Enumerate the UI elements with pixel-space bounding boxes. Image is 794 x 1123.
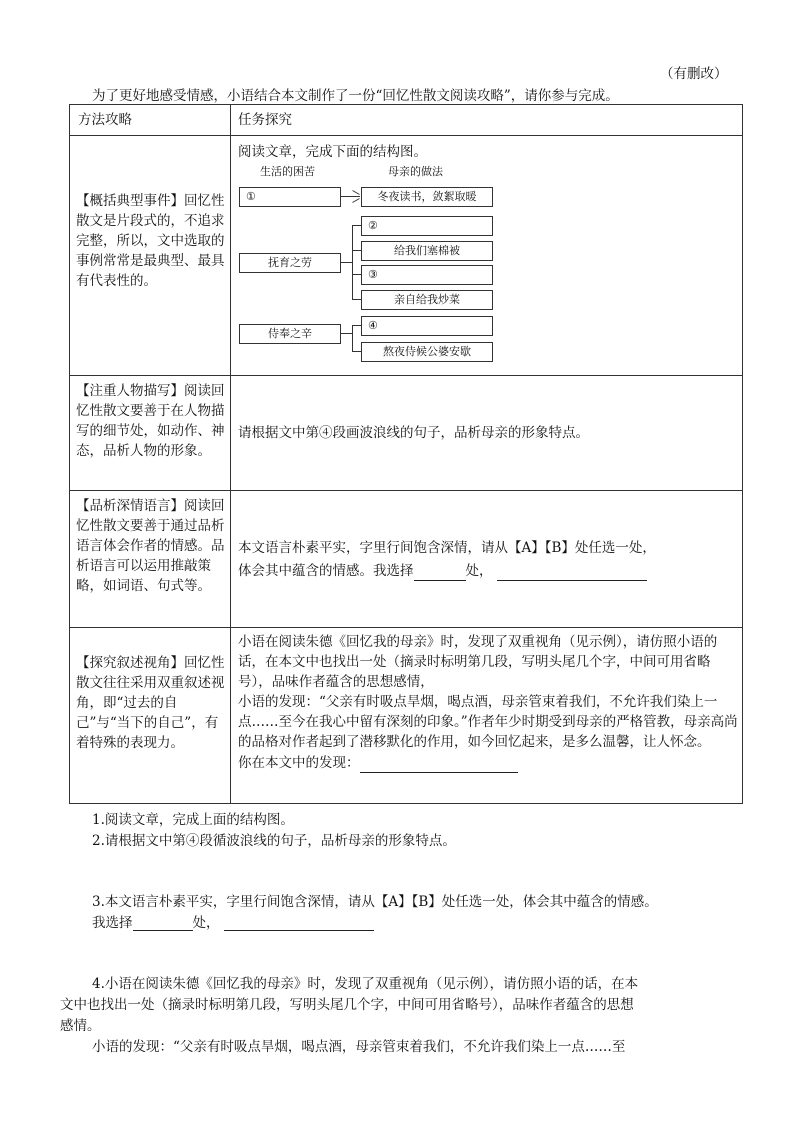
q3-blank-emotion[interactable]	[224, 914, 374, 931]
header-method: 方法攻略	[78, 112, 132, 128]
row-divider	[70, 375, 742, 376]
diagram-header-hardship: 生活的困苦	[260, 165, 315, 178]
method-emotional-language: 【品析深情语言】阅读回忆性散文要善于通过品析语言体会作者的情感。品析语言可以运用推敲策略，如词语、句式等。	[76, 498, 225, 594]
column-divider	[230, 105, 231, 803]
q3-blank-choice[interactable]	[133, 914, 193, 931]
diagram-blank-4[interactable]: ④	[361, 316, 493, 336]
answer-blank-emotion[interactable]	[497, 560, 647, 581]
intro-text: 为了更好地感受情感，小语结合本文制作了一份“回忆性散文阅读攻略”，请你参与完成。	[92, 88, 619, 104]
diagram-label-caregiving: 侍奉之辛	[239, 324, 341, 344]
diagram-header-mother-actions: 母亲的做法	[388, 165, 443, 178]
question-3-line2: 我选择 处，	[92, 911, 374, 931]
method-typical-events: 【概括典型事件】回忆性散文是片段式的，不追求完整，所以，文中选取的事例常常是最典型、最具有代表性的。	[76, 193, 225, 289]
diagram-blank-2[interactable]: ②	[361, 216, 493, 236]
row-divider	[70, 135, 742, 136]
diagram-label-nurture: 抚育之劳	[239, 253, 341, 273]
reading-strategy-table	[69, 104, 743, 804]
row-divider	[70, 627, 742, 628]
question-2: 2.请根据文中第④段循波浪线的句子，品析母亲的形象特点。	[92, 833, 456, 849]
answer-blank-choice[interactable]	[414, 560, 466, 581]
task-language-line1: 本文语言朴素平实，字里行间饱含深情，请从【A】【B】处任选一处，	[238, 540, 656, 556]
header-task: 任务探究	[238, 112, 292, 128]
task-mother-image: 请根据文中第④段画波浪线的句子，品析母亲的形象特点。	[238, 425, 589, 441]
question-3-line1: 3.本文语言朴素平实，字里行间饱含深情，请从【A】【B】处任选一处，体会其中蕴含的情感。	[92, 894, 658, 910]
question-4-line2: 文中也找出一处（摘录时标明第几段，写明头尾几个字，中间可用省略号），品味作者蕴含的思想	[60, 997, 634, 1013]
diagram-blank-1[interactable]: ①	[239, 187, 341, 207]
question-1: 1.阅读文章，完成上面的结构图。	[92, 812, 294, 828]
diagram-action-in-laws: 熬夜侍候公婆安歇	[361, 342, 493, 362]
diagram-action-cook: 亲自给我炒菜	[361, 290, 493, 310]
task-language-line2: 体会其中蕴含的情感。我选择 处，	[238, 560, 647, 581]
task-structure-diagram: 阅读文章，完成下面的结构图。	[238, 144, 427, 160]
task-perspective: 小语在阅读朱德《回忆我的母亲》时，发现了双重视角（见示例），请仿照小语的话，在本文中也找出一处（摘录时标明第几段，写明头尾几个字，中间可用省略号），品味作者蕴含的思想感情， 小语的发现：“父亲有时吸点旱烟，喝点酒，母亲管束着我们，不允许我们染上一点……至今在我心中留有深刻的印象。”作者年少时期受到母亲的严格管教，母亲高尚的品格对作者起到了潜移默化的作用，如今回忆起来，是多么温馨，让人怀念。 你在本文中的发现：	[238, 634, 738, 771]
diagram-blank-3[interactable]: ③	[361, 265, 493, 285]
diagram-action-quilt: 给我们塞棉被	[361, 241, 493, 261]
method-narrative-perspective: 【探究叙述视角】回忆性散文往往采用双重叙述视角，即“过去的自己”与“当下的自己”，有着特殊的表现力。	[76, 655, 225, 751]
diagram-action-1: 冬夜读书，敛絮取暖	[361, 187, 493, 207]
source-note: （有删改）	[660, 66, 728, 82]
row-divider	[70, 490, 742, 491]
method-character-description: 【注重人物描写】阅读回忆性散文要善于在人物描写的细节处，如动作、神态，品析人物的形象。	[76, 383, 225, 459]
answer-blank-discovery[interactable]	[360, 752, 518, 773]
question-4-example: 小语的发现：“父亲有时吸点旱烟，喝点酒，母亲管束着我们，不允许我们染上一点……至	[92, 1039, 626, 1055]
question-4-line1: 4.小语在阅读朱德《回忆我的母亲》时，发现了双重视角（见示例），请仿照小语的话，在本	[92, 976, 639, 992]
question-4-line3: 感情。	[60, 1018, 101, 1034]
